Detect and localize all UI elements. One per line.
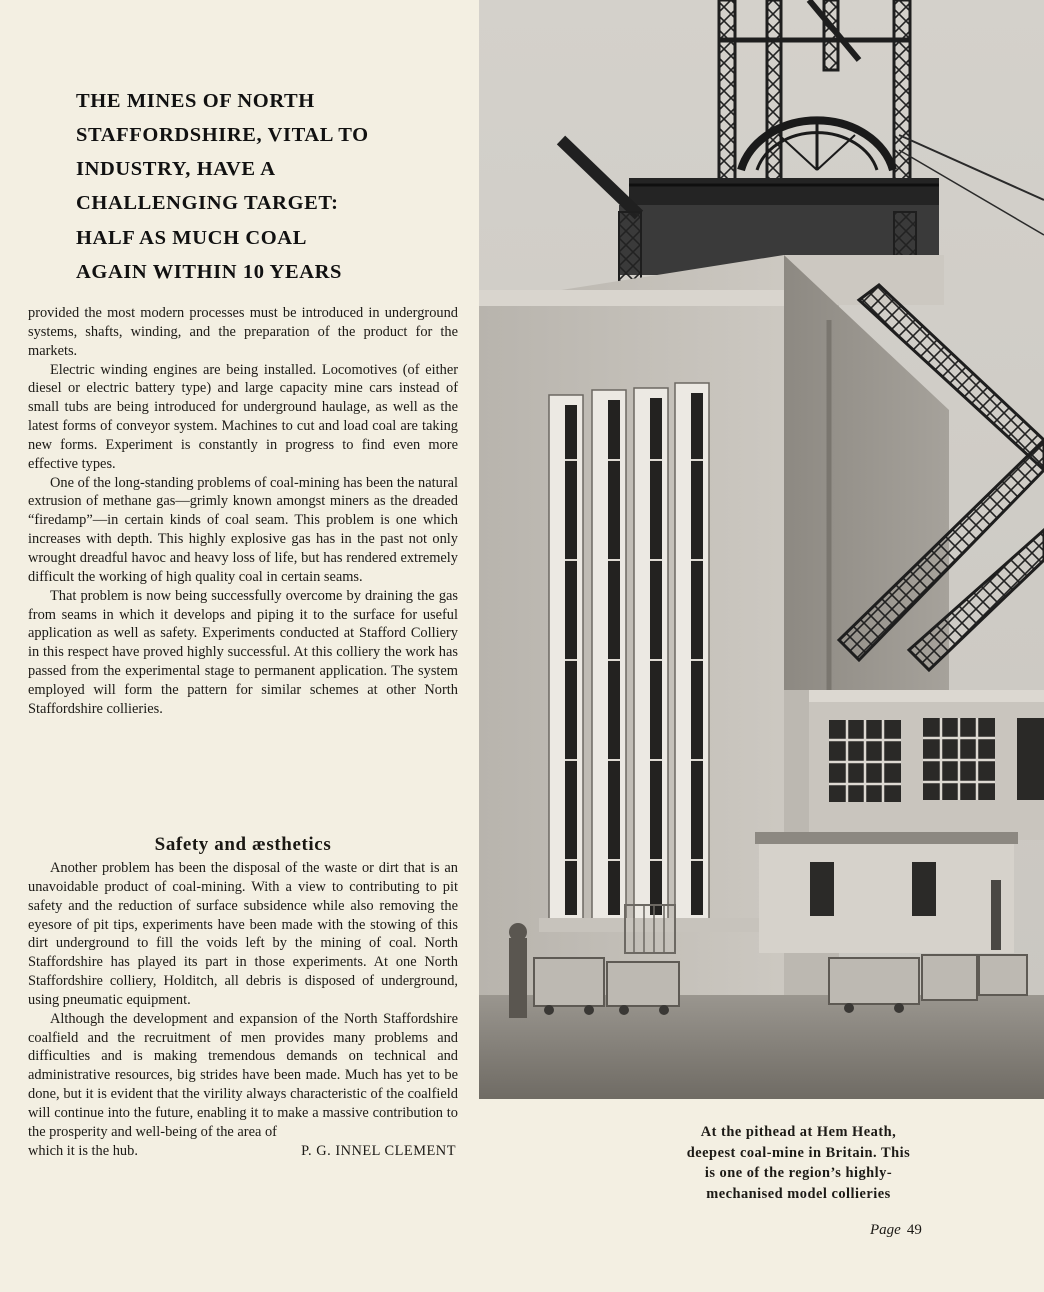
photo-caption: [652, 1122, 945, 1204]
headline-line: HALF AS MUCH COAL: [76, 226, 307, 249]
section-subheading: Safety and æsthetics: [154, 833, 332, 855]
headline-line: THE MINES OF NORTH: [76, 89, 315, 112]
headline-line: AGAIN WITHIN 10 YEARS: [76, 260, 343, 283]
article-body-top: [28, 304, 458, 719]
caption-line: At the pithead at Hem Heath,: [700, 1124, 897, 1140]
headline-line: INDUSTRY, HAVE A: [76, 158, 276, 181]
paragraph: Electric winding engines are being installed. Locomotives (of either diesel or electric battery type) and large capacity mine cars instead of small tubs are being introduced for underground haulage, as well as the latest forms of conveyor system. Machines to cut and load coal are taking new forms. Experiment is constantly in progress to find even more effective types.: [28, 361, 458, 472]
caption-line: mechanised model collieries: [706, 1185, 891, 1202]
caption-line: is one of the region’s highly-: [704, 1165, 893, 1181]
pithead-photo: [479, 0, 1044, 1099]
headline-line: CHALLENGING TARGET:: [76, 192, 339, 215]
article-headline: [76, 84, 436, 289]
page-number-value: 49: [906, 1222, 922, 1238]
pithead-photo-image: [479, 0, 1044, 1099]
headline-line: STAFFORDSHIRE, VITAL TO: [76, 123, 369, 146]
article-body-bottom: [28, 859, 458, 1161]
paragraph: That problem is now being successfully overcome by draining the gas from seams in which it develops and piping it to the surface for useful application as well as safety. Experiments conducted at Stafford Colliery in this respect have proved highly successful. At this colliery the work has passed from the experimental stage to permanent application. The system employed will form the pattern for similar schemes at other North Staffordshire collieries.: [28, 587, 458, 717]
closing-line: [28, 1142, 458, 1161]
author-signature: P. G. INNEL CLEMENT: [301, 1142, 456, 1159]
page-label: Page: [870, 1222, 901, 1238]
paragraph: One of the long-standing problems of coal-mining has been the natural extrusion of methane gas—grimly known amongst miners as the dreaded “firedamp”—in certain kinds of coal seam. This problem is one which increases with depth. This highly explosive gas has in the past not only wrought dreadful havoc and heavy loss of life, but has rendered extremely difficult the working of high quality coal in certain seams.: [28, 474, 458, 585]
page-number: [870, 1222, 922, 1239]
paragraph: provided the most modern processes must be introduced in underground systems, shafts, winding, and the preparation of the product for the markets.: [28, 305, 458, 359]
paragraph: Another problem has been the disposal of the waste or dirt that is an unavoidable product of coal-mining. With a view to contributing to pit safety and the reduction of surface subsidence while also removing the eyesore of pit tips, experiments have been made with the stowing of this dirt underground to fill the voids left by the mining of coal. North Staffordshire has played its part in those experiments. At one North Staffordshire colliery, Holditch, all debris is disposed of underground, using pneumatic equipment.: [28, 860, 458, 1008]
closing-text: which it is the hub.: [28, 1142, 138, 1159]
caption-line: deepest coal-mine in Britain. This: [686, 1144, 911, 1161]
paragraph: Although the development and expansion of the North Staffordshire coalfield and the recruitment of men provides many problems and difficulties and is making tremendous demands on technical and administrative resources, big strides have been made. Much has yet to be done, but it is evident that the virility always characteristic of the coalfield will continue into the future, enabling it to make a massive contribution to the prosperity and well-being of the area of: [28, 1010, 458, 1140]
